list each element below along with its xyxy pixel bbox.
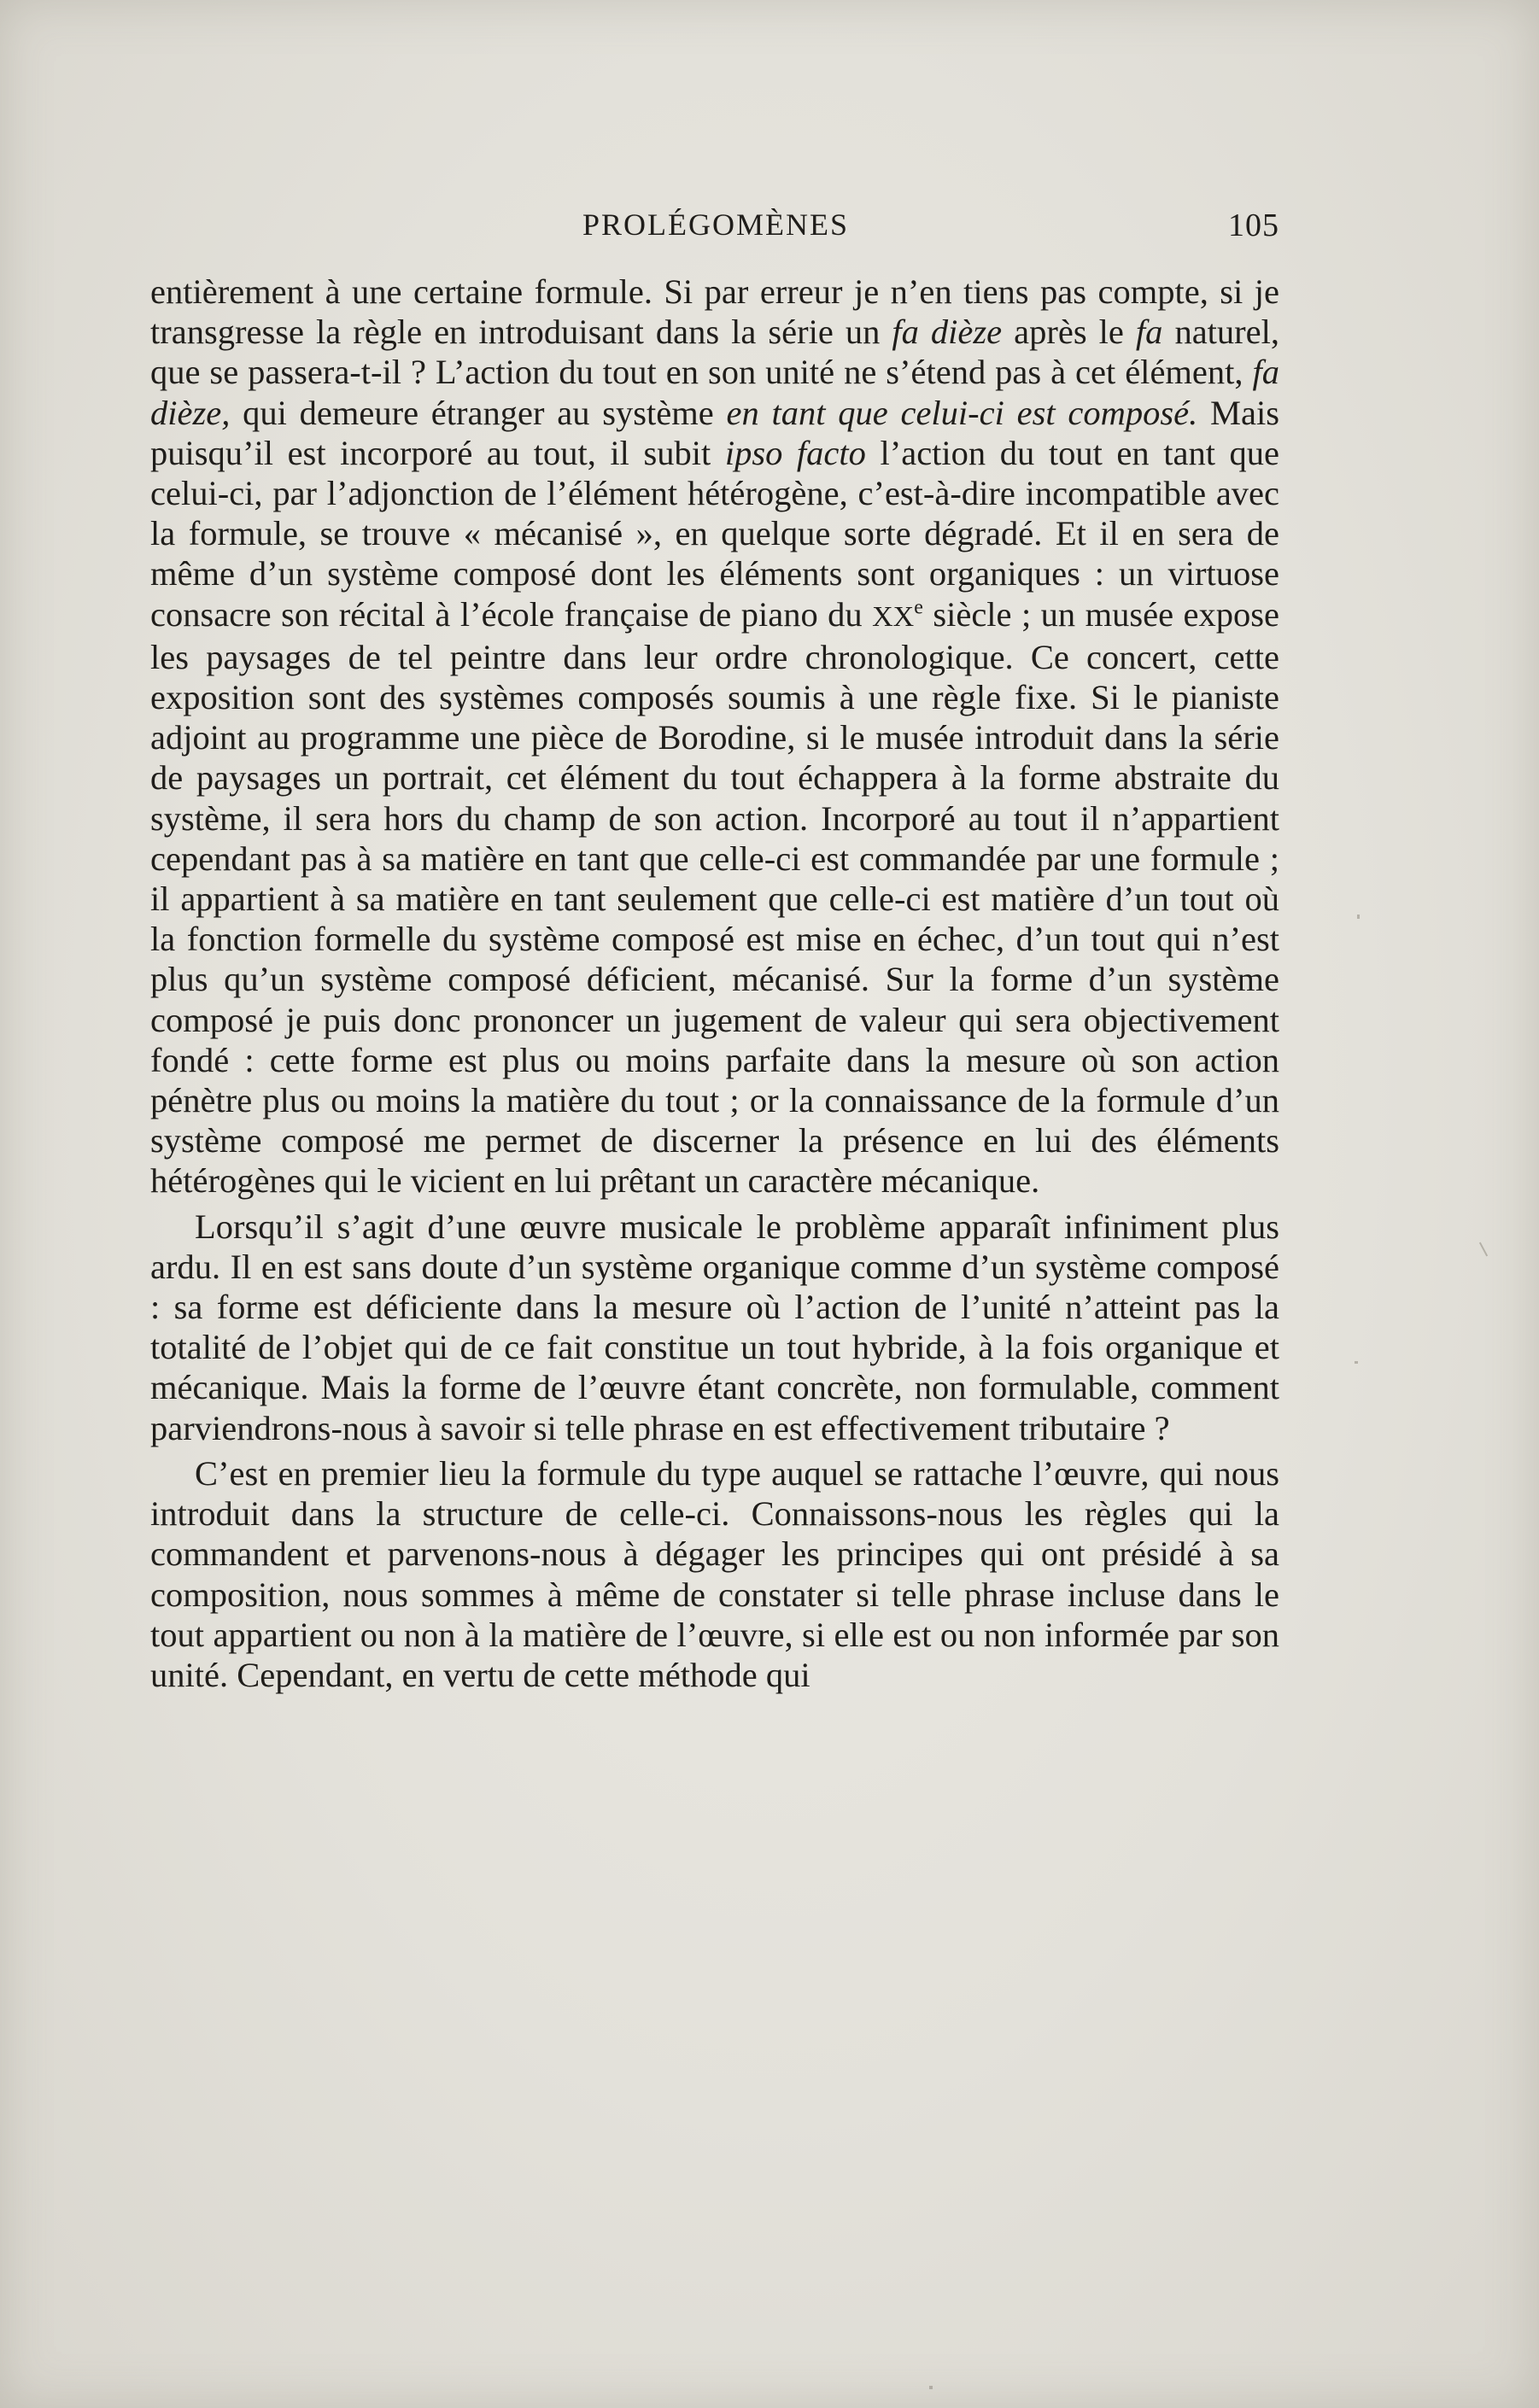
page-number: 105	[1228, 207, 1279, 243]
smallcaps-text: XX	[872, 600, 915, 633]
paragraph	[150, 1207, 1279, 1448]
text-run: qui demeure étranger au système	[230, 393, 727, 432]
italic-text: fa	[1135, 313, 1163, 352]
text-run: après le	[1002, 313, 1136, 352]
scan-mark	[1355, 1361, 1358, 1364]
paragraph	[150, 1453, 1279, 1695]
text-run: Lorsqu’il s’agit d’une œuvre musicale le problème apparaît infiniment plus ardu. Il en est sans doute d’un système organique comme d’un système composé : sa forme est déficiente dans la mesure où l’action de l’unité n’atteint pas la totalité de l’objet qui de ce fait constitue un tout hybride, à la fois organique et mécanique. Mais la forme de l’œuvre étant concrète, non formulable, comment parviendrons-nous à savoir si telle phrase en est effectivement tributaire ?	[150, 1207, 1279, 1447]
paragraph	[150, 272, 1279, 1201]
running-head	[152, 207, 1279, 249]
body-text	[150, 272, 1279, 1695]
text-run: naturel, que se passera-t-il ? L’action du tout en son unité ne s’étend pas à cet élément,	[150, 313, 1280, 392]
text-run: entièrement à une certaine formule. Si par erreur je n’en tiens pas compte, si je transgresse la règle en introduisant dans la série un	[150, 272, 1279, 352]
text-run: Mais puisqu’il est incorporé au tout, il subit	[150, 393, 1280, 472]
scan-mark	[1479, 1242, 1488, 1257]
italic-text: fa dièze,	[150, 353, 1279, 432]
superscript-text: e	[914, 596, 923, 619]
italic-text: ipso facto	[724, 433, 866, 472]
italic-text: en tant que celui-ci est composé.	[726, 393, 1198, 432]
running-title: PROLÉGOMÈNES	[582, 207, 850, 242]
text-run: l’action du tout en tant que celui-ci, par l’adjonction de l’élément hétérogène, c’est-à-dire incompatible avec la formule, se trouve « mécanisé », en quelque sorte dégradé. Et il en sera de même d’un système composé dont les éléments sont organiques : un virtuose consacre son récital à l’école française de piano du	[150, 433, 1279, 634]
text-run: siècle ; un musée expose les paysages de tel peintre dans leur ordre chronologique. Ce concert, cette exposition sont des systèmes composés soumis à une règle fixe. Si le pianiste adjoint au programme une pièce de Borodine, si le musée introduit dans la série de paysages un portrait, cet élément du tout échappera à la forme abstraite du système, il sera hors du champ de son action. Incorporé au tout il n’appartient cependant pas à sa matière en tant que celle-ci est commandée par une formule ; il appartient à sa matière en tant seulement que celle-ci est matière d’un tout où la fonction formelle du système composé est mise en échec, d’un tout qui n’est plus qu’un système composé déficient, mécanisé. Sur la forme d’un système composé je puis donc prononcer un jugement de valeur qui sera objectivement fondé : cette forme est plus ou moins parfaite dans la mesure où son action pénètre plus ou moins la matière du tout ; or la connaissance de la formule d’un système composé me permet de discerner la présence en lui des éléments hétérogènes qui le vicient en lui prêtant un caractère mécanique.	[150, 594, 1280, 1201]
scan-mark	[1357, 915, 1360, 919]
text-run: C’est en premier lieu la formule du type auquel se rattache l’œuvre, qui nous introduit dans la structure de celle-ci. Connaissons-nous les règles qui la commandent et parvenons-nous à dégager les principes qui ont présidé à sa composition, nous sommes à même de constater si telle phrase incluse dans le tout appartient ou non à la matière de l’œuvre, si elle est ou non informée par son unité. Cependant, en vertu de cette méthode qui	[150, 1453, 1279, 1694]
italic-text: fa dièze	[892, 313, 1003, 352]
scan-mark	[929, 2386, 933, 2389]
